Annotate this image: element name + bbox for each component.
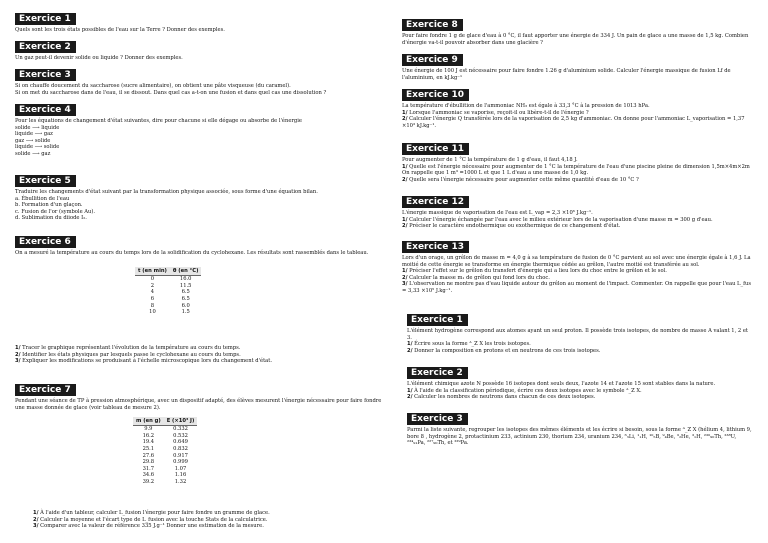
table-header: θ (en °C) bbox=[170, 267, 202, 276]
table-cell: 8 bbox=[150, 302, 155, 309]
table-row bbox=[133, 426, 197, 433]
exercise-10 bbox=[402, 82, 754, 129]
table-cell: 25.1 bbox=[142, 446, 155, 453]
exercise-intro: Traduire les changements d'état suivant par la transformation physique associée, sous forme d'une équation bilan. bbox=[15, 189, 318, 195]
exercise-title: Exercice 1 bbox=[15, 13, 76, 25]
table-cell: 0.917 bbox=[173, 452, 188, 459]
exercise-intro: Pendant une séance de TP à pression atmosphérique, avec un dispositif adapté, des élèves mesurent l'énergie nécessaire pour faire fondre une masse donnée de glace (voir tableau de mesure 2). bbox=[15, 398, 382, 411]
question: 3/ L'observation ne montre pas d'eau liquide autour du grêlon au moment de l'impact. Commenter. On rappelle que pour l'eau L_fus = 3,33 ×10⁵ J.kg⁻¹. bbox=[402, 281, 752, 294]
question: 3/ Expliquer les modifications se produisant à l'échelle microscopique lors du changement d'état. bbox=[15, 358, 273, 365]
table-row bbox=[133, 459, 197, 466]
table-row bbox=[133, 452, 197, 459]
equation-line: solide ⟶ gaz bbox=[15, 150, 51, 157]
table-cell: 0 bbox=[150, 276, 155, 283]
exercise-5 bbox=[15, 168, 385, 222]
table-cell: 31.7 bbox=[142, 465, 155, 472]
exercise-12 bbox=[402, 189, 754, 230]
question: 2/ Calculer la masse m₁ de grêlon qui fond lors du choc. bbox=[402, 274, 550, 281]
exercise-title: Exercice 7 bbox=[15, 384, 76, 396]
exercise-7-questions bbox=[33, 510, 385, 530]
table-cell: 10 bbox=[149, 309, 156, 316]
table-cell: 6.0 bbox=[181, 302, 190, 309]
exercise-text: Parmi la liste suivante, regrouper les isotopes des mêmes éléments et les écrire si besoin, sous la forme ᴬ_Z X (hélium 4, lithium 9, bore 8 , hydrogène 2, protactinium 233, actinium 230, thorium 234, uranium 234, ⁶₃Li, ¹₁H, ¹⁰₅B, ⁹₄Be, ³₂He, ³₁H, ²³⁰₉₀Th, ²³⁸U, ²³⁴₉₁Pa, ²²⁷₉₀Th, et ²²⁹Pa. bbox=[407, 427, 752, 447]
table-row bbox=[135, 302, 201, 309]
exercise-text: Un gaz peut-il devenir solide ou liquide ? Donner des exemples. bbox=[15, 55, 183, 61]
table-row bbox=[133, 439, 197, 446]
exercise-text: Quels sont les trois états possibles de l'eau sur la Terre ? Donner des exemples. bbox=[15, 27, 225, 33]
exercise-title: Exercice 6 bbox=[15, 236, 76, 248]
question: 2/ Identifier les états physiques par lesquels passe le cyclohexane au cours du temps. bbox=[15, 351, 241, 358]
table-cell: 9.9 bbox=[144, 426, 153, 433]
table-cell: 0.999 bbox=[173, 459, 188, 466]
exercise-2 bbox=[15, 34, 385, 62]
exercise-intro: Lors d'un orage, un grêlon de masse m = 4,0 g à sa température de fusion de 0 °C parvient au sol avec une énergie égale à 1,6 J. La moitié de cette énergie se transforme en énergie thermique cédée au grêlon, l'autre moitié est transférée au sol. bbox=[402, 255, 751, 268]
exercise-isotopes-3 bbox=[407, 406, 754, 447]
table-row bbox=[133, 433, 197, 440]
exercise-title: Exercice 8 bbox=[402, 19, 463, 31]
exercise-intro: Pour augmenter de 1 °C la température de 1 g d'eau, il faut 4,18 J. bbox=[402, 157, 578, 163]
question: 2/ Calculer les nombres de neutrons dans chacun de ces deux isotopes. bbox=[407, 394, 596, 401]
exercise-text: Une énergie de 100 J est nécessaire pour faire fondre 1.26 g d'aluminium solide. Calculer l'énergie massique de fusion Lf de l'aluminium, en kJ.kg⁻¹ bbox=[402, 68, 731, 81]
table-row bbox=[135, 296, 201, 303]
table-cell: 0.532 bbox=[173, 432, 188, 439]
exercise-1 bbox=[15, 6, 385, 34]
table-header: E (×10³ J) bbox=[164, 417, 198, 426]
question: 1/ Préciser l'effet sur le grêlon du transfert d'énergie qui a lieu lors du choc entre le grêlon et le sol. bbox=[402, 268, 667, 275]
question: 3/ Comparer avec la valeur de référence 335 J.g⁻¹ Donner une estimation de la mesure. bbox=[33, 523, 264, 530]
table-cell: 4 bbox=[150, 289, 155, 296]
table-cell: 29.8 bbox=[142, 459, 155, 466]
table-cell: 1.16 bbox=[174, 472, 187, 479]
equation-line: liquide ⟶ gaz bbox=[15, 131, 53, 138]
table-row bbox=[135, 289, 201, 296]
question: 1/ Quelle est l'énergie nécessaire pour augmenter de 1 °C la température de l'eau d'une piscine pleine de dimension 1,5m×4m×2m On rappelle que 1 m³ =1000 L et que 1 L d'eau a une masse de 1,0 kg. bbox=[402, 163, 750, 177]
exercise-6 bbox=[15, 229, 385, 257]
exercise-title: Exercice 12 bbox=[402, 196, 469, 208]
exercise-title: Exercice 2 bbox=[407, 367, 468, 379]
question: 1/ Tracer le graphique représentant l'évolution de la température au cours du temps. bbox=[15, 345, 241, 351]
table-cell: 27.6 bbox=[142, 452, 155, 459]
exercise-6-questions bbox=[15, 345, 385, 365]
equation-line: solide ⟶ liquide bbox=[15, 124, 60, 131]
table-cell: 0.649 bbox=[173, 439, 188, 446]
table-cell: 34.6 bbox=[142, 472, 155, 479]
exercise-3 bbox=[15, 62, 385, 96]
table-cell: 39.2 bbox=[142, 479, 155, 486]
table-row bbox=[135, 276, 201, 283]
exercise-title: Exercice 3 bbox=[15, 69, 76, 81]
exercise-intro: L'élément chimique azote N possède 16 isotopes dont seuls deux, l'azote 14 et l'azote 15 sont stables dans la nature. bbox=[407, 381, 716, 387]
table-cell: 16.2 bbox=[142, 432, 155, 439]
exercise-intro: Pour les équations de changement d'état suivantes, dire pour chacune si elle dégage ou absorbe de l'énergie bbox=[15, 118, 302, 124]
exercise-title: Exercice 13 bbox=[402, 241, 469, 253]
equation-line: gaz ⟶ solide bbox=[15, 137, 51, 144]
table-cell: 19.4 bbox=[142, 439, 155, 446]
exercise-text: Pour faire fondre 1 g de glace d'eau à 0 °C, il faut apporter une énergie de 334 J. Un pain de glace a une masse de 1,5 kg. Combien d'énergie va-t-il pouvoir absorber dans une glacière ? bbox=[402, 33, 749, 46]
exercise-item: b. Formation d'un glaçon. bbox=[15, 202, 83, 209]
exercise-title: Exercice 11 bbox=[402, 143, 469, 155]
exercise-title: Exercice 1 bbox=[407, 314, 468, 326]
table-cell: 6.5 bbox=[181, 296, 190, 303]
table-cell: 1.07 bbox=[174, 465, 187, 472]
exercise-intro: L'énergie massique de vaporisation de l'eau est L_vap = 2,3 ×10⁶ J.kg⁻¹. bbox=[402, 210, 593, 216]
exercise-item: c. Fusion de l'or (symbole Au). bbox=[15, 208, 96, 215]
question: 1/ Écrire sous la forme ᴬ_Z X les trois isotopes. bbox=[407, 341, 531, 348]
table-cell: 6 bbox=[150, 296, 155, 303]
exercise-intro: La température d'ébullition de l'ammoniac NH₃ est égale à 33,3 °C à la pression de 1013 hPa. bbox=[402, 103, 650, 109]
exercise-title: Exercice 9 bbox=[402, 54, 463, 66]
question: 2/ Donner la composition en protons et en neutrons de ces trois isotopes. bbox=[407, 347, 601, 354]
exercise-13 bbox=[402, 234, 754, 295]
exercise-7 bbox=[15, 377, 385, 411]
exercise-4 bbox=[15, 97, 385, 158]
table-cell: 2 bbox=[150, 282, 155, 289]
question: 1/ À l'aide d'un tableur, calculer L_fusion l'énergie pour faire fondre un gramme de glace. bbox=[33, 510, 270, 516]
table-row bbox=[135, 309, 201, 316]
exercise-intro: L'élément hydrogène correspond aux atomes ayant un seul proton. Il possède trois isotopes, de nombre de masse A valant 1, 2 et 3. bbox=[407, 328, 749, 341]
table-row bbox=[135, 283, 201, 290]
exercise-9 bbox=[402, 47, 754, 81]
table-header: t (en min) bbox=[135, 267, 170, 276]
question: 1/ Calculer l'énergie échangée par l'eau avec le milieu extérieur lors de la vaporisation d'une masse m = 300 g d'eau. bbox=[402, 216, 713, 223]
question: 2/ Calculer l'énergie Q transférée lors de la vaporisation de 2,5 kg d'ammoniac. On donne pour l'ammoniac L_vaporisation = 1,37 ×10³ kJ.kg⁻¹. bbox=[402, 116, 745, 129]
table-cell: 0.332 bbox=[173, 426, 188, 433]
exercise-11 bbox=[402, 136, 754, 183]
exercise-title: Exercice 2 bbox=[15, 41, 76, 53]
table-row bbox=[133, 466, 197, 473]
question: 2/ Quelle sera l'énergie nécessaire pour augmenter cette même quantité d'eau de 10 °C ? bbox=[402, 176, 639, 183]
table-row bbox=[133, 472, 197, 479]
table-row bbox=[133, 479, 197, 486]
table-cell: 1.32 bbox=[174, 479, 187, 486]
table-cell: 1.5 bbox=[181, 309, 190, 316]
table-cell: 11.5 bbox=[179, 282, 192, 289]
question: 1/ Lorsque l'ammoniac se vaporise, reçoit-il ou libère-t-il de l'énergie ? bbox=[402, 109, 589, 116]
question: 2/ Préciser le caractère endothermique ou exothermique de ce changement d'état. bbox=[402, 223, 621, 230]
exercise-8 bbox=[402, 12, 754, 46]
exercise-isotopes-1 bbox=[407, 307, 754, 354]
exercise-title: Exercice 5 bbox=[15, 175, 76, 187]
table-cell: 6.5 bbox=[181, 289, 190, 296]
exercise-line: Si on met du saccharose dans de l'eau, il se dissout. Dans quel cas a-t-on une fusion et dans quel cas une dissolution ? bbox=[15, 89, 327, 96]
exercise-item: d. Sublimation du diiode I₂. bbox=[15, 215, 87, 222]
exercise-line: Si on chauffe doucement du saccharose (sucre alimentaire), on obtient une pâte visqueuse (du caramel). bbox=[15, 83, 291, 89]
question: 1/ À l'aide de la classification périodique, écrire ces deux isotopes avec le symbole ᴬ_Z X. bbox=[407, 387, 642, 394]
equation-line: liquide ⟶ solide bbox=[15, 144, 60, 151]
table-cell: 16.0 bbox=[179, 276, 192, 283]
table-cell: 0.832 bbox=[173, 446, 188, 453]
table-row bbox=[133, 446, 197, 453]
exercise-title: Exercice 10 bbox=[402, 89, 469, 101]
exercise-title: Exercice 4 bbox=[15, 104, 76, 116]
temperature-table bbox=[135, 267, 201, 316]
exercise-intro: On a mesuré la température au cours du temps lors de la solidification du cyclohexane. Les résultats sont rassemblés dans le tableau. bbox=[15, 250, 369, 256]
table-header: m (en g) bbox=[133, 417, 164, 426]
exercise-title: Exercice 3 bbox=[407, 413, 468, 425]
exercise-item: a. Ébullition de l'eau bbox=[15, 195, 70, 202]
question: 2/ Calculer la moyenne et l'écart type de L_fusion avec la touche Stats de la calculatrice. bbox=[33, 516, 268, 523]
exercise-isotopes-2 bbox=[407, 360, 754, 401]
energy-table bbox=[133, 417, 197, 485]
